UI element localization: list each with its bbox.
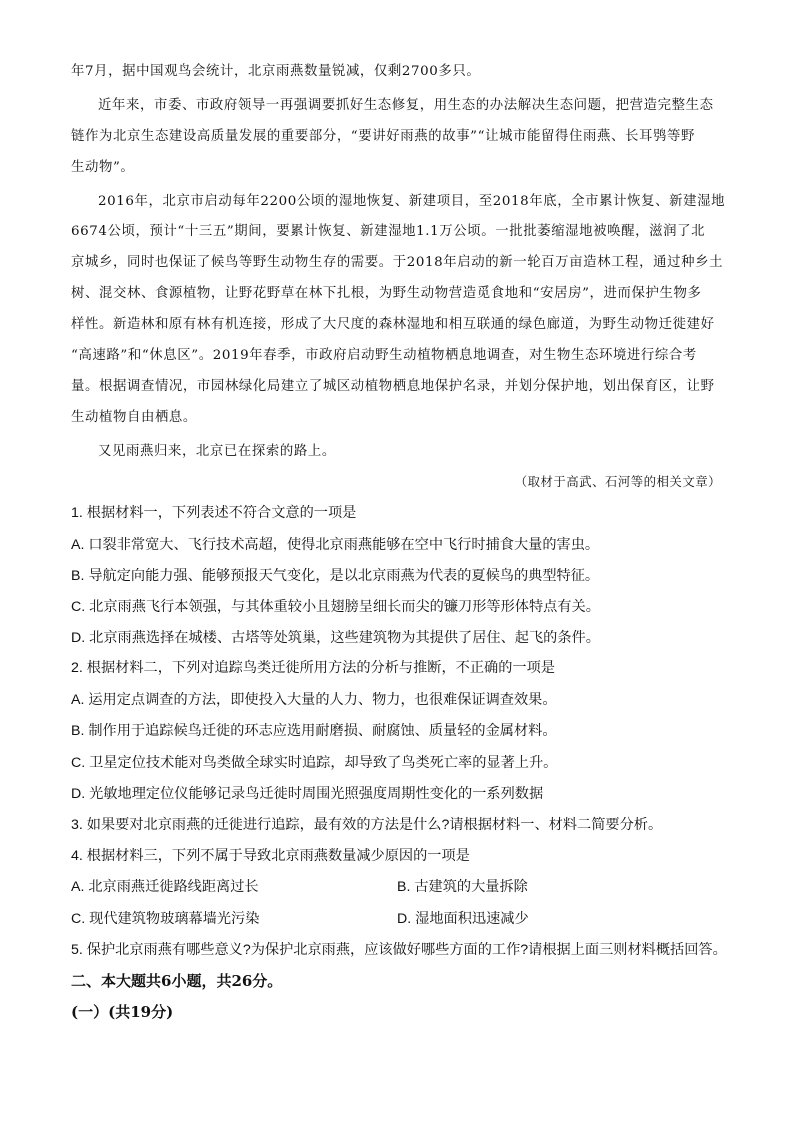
option-d: D. 光敏地理定位仪能够记录鸟迁徙时周围光照强度周期性变化的一系列数据 xyxy=(71,786,544,802)
option-b: B. 导航定向能力强、能够预报天气变化，是以北京雨燕为代表的夏候鸟的典型特征。 xyxy=(71,568,600,584)
question-stem: 4. 根据材料三，下列不属于导致北京雨燕数量减少原因的一项是 xyxy=(71,848,470,864)
option-c: C. 北京雨燕飞行本领强，与其体重较小且翅膀呈细长而尖的镰刀形等形体特点有关。 xyxy=(71,599,600,615)
option-b: B. 古建筑的大量拆除 xyxy=(397,879,528,895)
option-c: C. 现代建筑物玻璃幕墙光污染 xyxy=(71,911,260,927)
option-a: A. 口裂非常宽大、飞行技术高超，使得北京雨燕能够在空中飞行时捕食大量的害虫。 xyxy=(71,537,600,553)
article-line: 链作为北京生态建设高质量发展的重要部分，“要讲好雨燕的故事”“让城市能留得住雨燕、长耳鸮等野 xyxy=(71,129,695,144)
subsection-title: (一）(共19分) xyxy=(71,1003,174,1021)
section-title: 二、本大题共6小题，共26分。 xyxy=(71,972,283,990)
article-line: 京城乡，同时也保证了候鸟等野生动物生存的需要。于2018年启动的新一轮百万亩造林工程，通过种乡土 xyxy=(71,255,724,270)
question-stem: 1. 根据材料一，下列表述不符合文意的一项是 xyxy=(71,505,357,521)
option-d: D. 湿地面积迅速减少 xyxy=(397,911,529,927)
article-line: 近年来，市委、市政府领导一再强调要抓好生态修复，用生态的办法解决生态问题，把营造完整生态 xyxy=(98,98,714,113)
article-line: 年7月，据中国观鸟会统计，北京雨燕数量锐减，仅剩2700多只。 xyxy=(71,64,481,79)
article-line: “高速路”和“休息区”。2019年春季，市政府启动野生动植物栖息地调查，对生物生态环境进行综合考 xyxy=(71,348,697,363)
option-b: B. 制作用于追踪候鸟迁徙的环志应选用耐磨损、耐腐蚀、质量轻的金属材料。 xyxy=(71,723,557,739)
question-stem: 3. 如果要对北京雨燕的迁徙进行追踪，最有效的方法是什么?请根据材料一、材料二简要分析。 xyxy=(71,817,663,833)
option-d: D. 北京雨燕选择在城楼、古塔等处筑巢，这些建筑物为其提供了居住、起飞的条件。 xyxy=(71,630,600,646)
article-line: 6674公顷，预计“十三五”期间，要累计恢复、新建湿地1.1万公顷。一批批萎缩湿地被唤醒，滋润了北 xyxy=(71,224,706,239)
article-line: 样性。新造林和原有林有机连接，形成了大尺度的森林湿地和相互联通的绿色廊道，为野生动物迁徙建好 xyxy=(71,317,715,332)
article-line: 2016年，北京市启动每年2200公顷的湿地恢复、新建项目，至2018年底，全市累计恢复、新建湿地 xyxy=(98,194,726,209)
article-line: 生动物”。 xyxy=(71,160,135,175)
question-stem: 2. 根据材料二，下列对追踪鸟类迁徙所用方法的分析与推断，不正确的一项是 xyxy=(71,660,555,676)
article-line: 又见雨燕归来，北京已在探索的路上。 xyxy=(98,444,336,459)
article-line: 生动植物自由栖息。 xyxy=(71,410,197,425)
article-line: 树、混交林、食源植物，让野花野草在林下扎根，为野生动物营造觅食地和“安居房”，进而保护生物多 xyxy=(71,286,702,301)
option-a: A. 北京雨燕迁徙路线距离过长 xyxy=(71,879,259,895)
option-c: C. 卫星定位技术能对鸟类做全球实时追踪，却导致了鸟类死亡率的显著上升。 xyxy=(71,755,558,771)
question-stem: 5. 保护北京雨燕有哪些意义?为保护北京雨燕，应该做好哪些方面的工作?请根据上面三则材料概括回答。 xyxy=(71,942,727,958)
article-line: 量。根据调查情况，市园林绿化局建立了城区动植物栖息地保护名录，并划分保护地，划出保育区，让野 xyxy=(71,379,715,394)
option-a: A. 运用定点调查的方法，即使投入大量的人力、物力，也很难保证调查效果。 xyxy=(71,692,557,708)
source-note: （取材于高武、石河等的相关文章） xyxy=(514,474,721,489)
